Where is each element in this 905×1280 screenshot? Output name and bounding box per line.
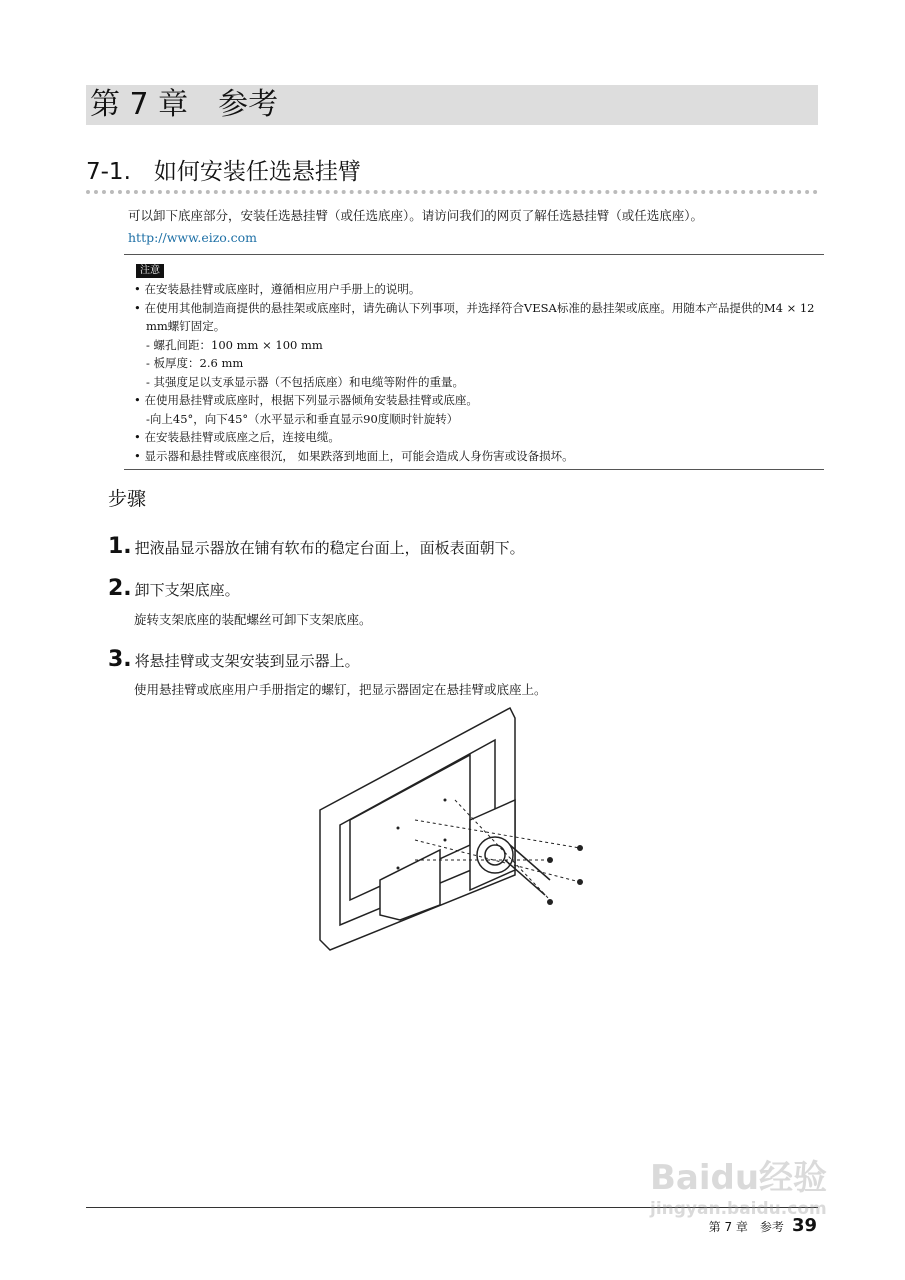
baidu-watermark bbox=[650, 1150, 827, 1219]
steps-heading: 步骤 bbox=[108, 488, 147, 510]
step-title: 把液晶显示器放在铺有软布的稳定台面上，面板表面朝下。 bbox=[134, 539, 525, 557]
eizo-link[interactable]: http://www.eizo.com bbox=[128, 230, 257, 245]
watermark-brand: Baidu经验 bbox=[650, 1158, 828, 1198]
intro-text: 可以卸下底座部分，安装任选悬挂臂（或任选底座）。请访问我们的网页了解任选悬挂臂（或任选底座）。 bbox=[128, 208, 704, 223]
note-item: • 在使用悬挂臂或底座时，根据下列显示器倾角安装悬挂臂或底座。 bbox=[134, 393, 478, 407]
step-3 bbox=[108, 647, 360, 672]
step-desc: 使用悬挂臂或底座用户手册指定的螺钉，把显示器固定在悬挂臂或底座上。 bbox=[134, 682, 547, 697]
chapter-title: 第 7 章 参考 bbox=[86, 85, 818, 125]
intro bbox=[128, 205, 703, 249]
monitor-arm-illustration bbox=[310, 700, 600, 960]
note-item: • 在安装悬挂臂或底座时，遵循相应用户手册上的说明。 bbox=[134, 282, 421, 296]
step-desc: 旋转支架底座的装配螺丝可卸下支架底座。 bbox=[134, 612, 372, 627]
section-title: 7-1. 如何安装任选悬挂臂 bbox=[86, 156, 818, 194]
note-item: • 在安装悬挂臂或底座之后，连接电缆。 bbox=[134, 430, 340, 444]
step-2 bbox=[108, 576, 240, 601]
step-title: 将悬挂臂或支架安装到显示器上。 bbox=[134, 652, 360, 670]
note-item: - 螺孔间距：100 mm × 100 mm bbox=[146, 337, 323, 352]
watermark-url: jingyan.baidu.com bbox=[650, 1199, 827, 1219]
note-item: -向上45°，向下45°（水平显示和垂直显示90度顺时针旋转） bbox=[146, 411, 459, 426]
step-number: 2. bbox=[108, 576, 132, 601]
caution-badge: 注意 bbox=[136, 264, 164, 278]
page-number: 39 bbox=[791, 1215, 817, 1236]
note-item: - 板厚度：2.6 mm bbox=[146, 356, 244, 370]
step-1 bbox=[108, 534, 525, 559]
step-number: 1. bbox=[108, 534, 132, 559]
step-title: 卸下支架底座。 bbox=[134, 581, 240, 599]
note-item: • 在使用其他制造商提供的悬挂架或底座时，请先确认下列事项，并选择符合VESA标准的悬挂架或底座。用随本产品提供的M4 × 12 mm螺钉固定。 bbox=[134, 300, 815, 333]
note-item: - 其强度足以支承显示器（不包括底座）和电缆等附件的重量。 bbox=[146, 374, 465, 389]
footer-chapter: 第 7 章 参考 bbox=[708, 1220, 784, 1234]
note-item: • 显示器和悬挂臂或底座很沉， 如果跌落到地面上，可能会造成人身伤害或设备损坏。 bbox=[134, 448, 574, 463]
step-number: 3. bbox=[108, 647, 132, 672]
caution-box bbox=[124, 254, 824, 470]
